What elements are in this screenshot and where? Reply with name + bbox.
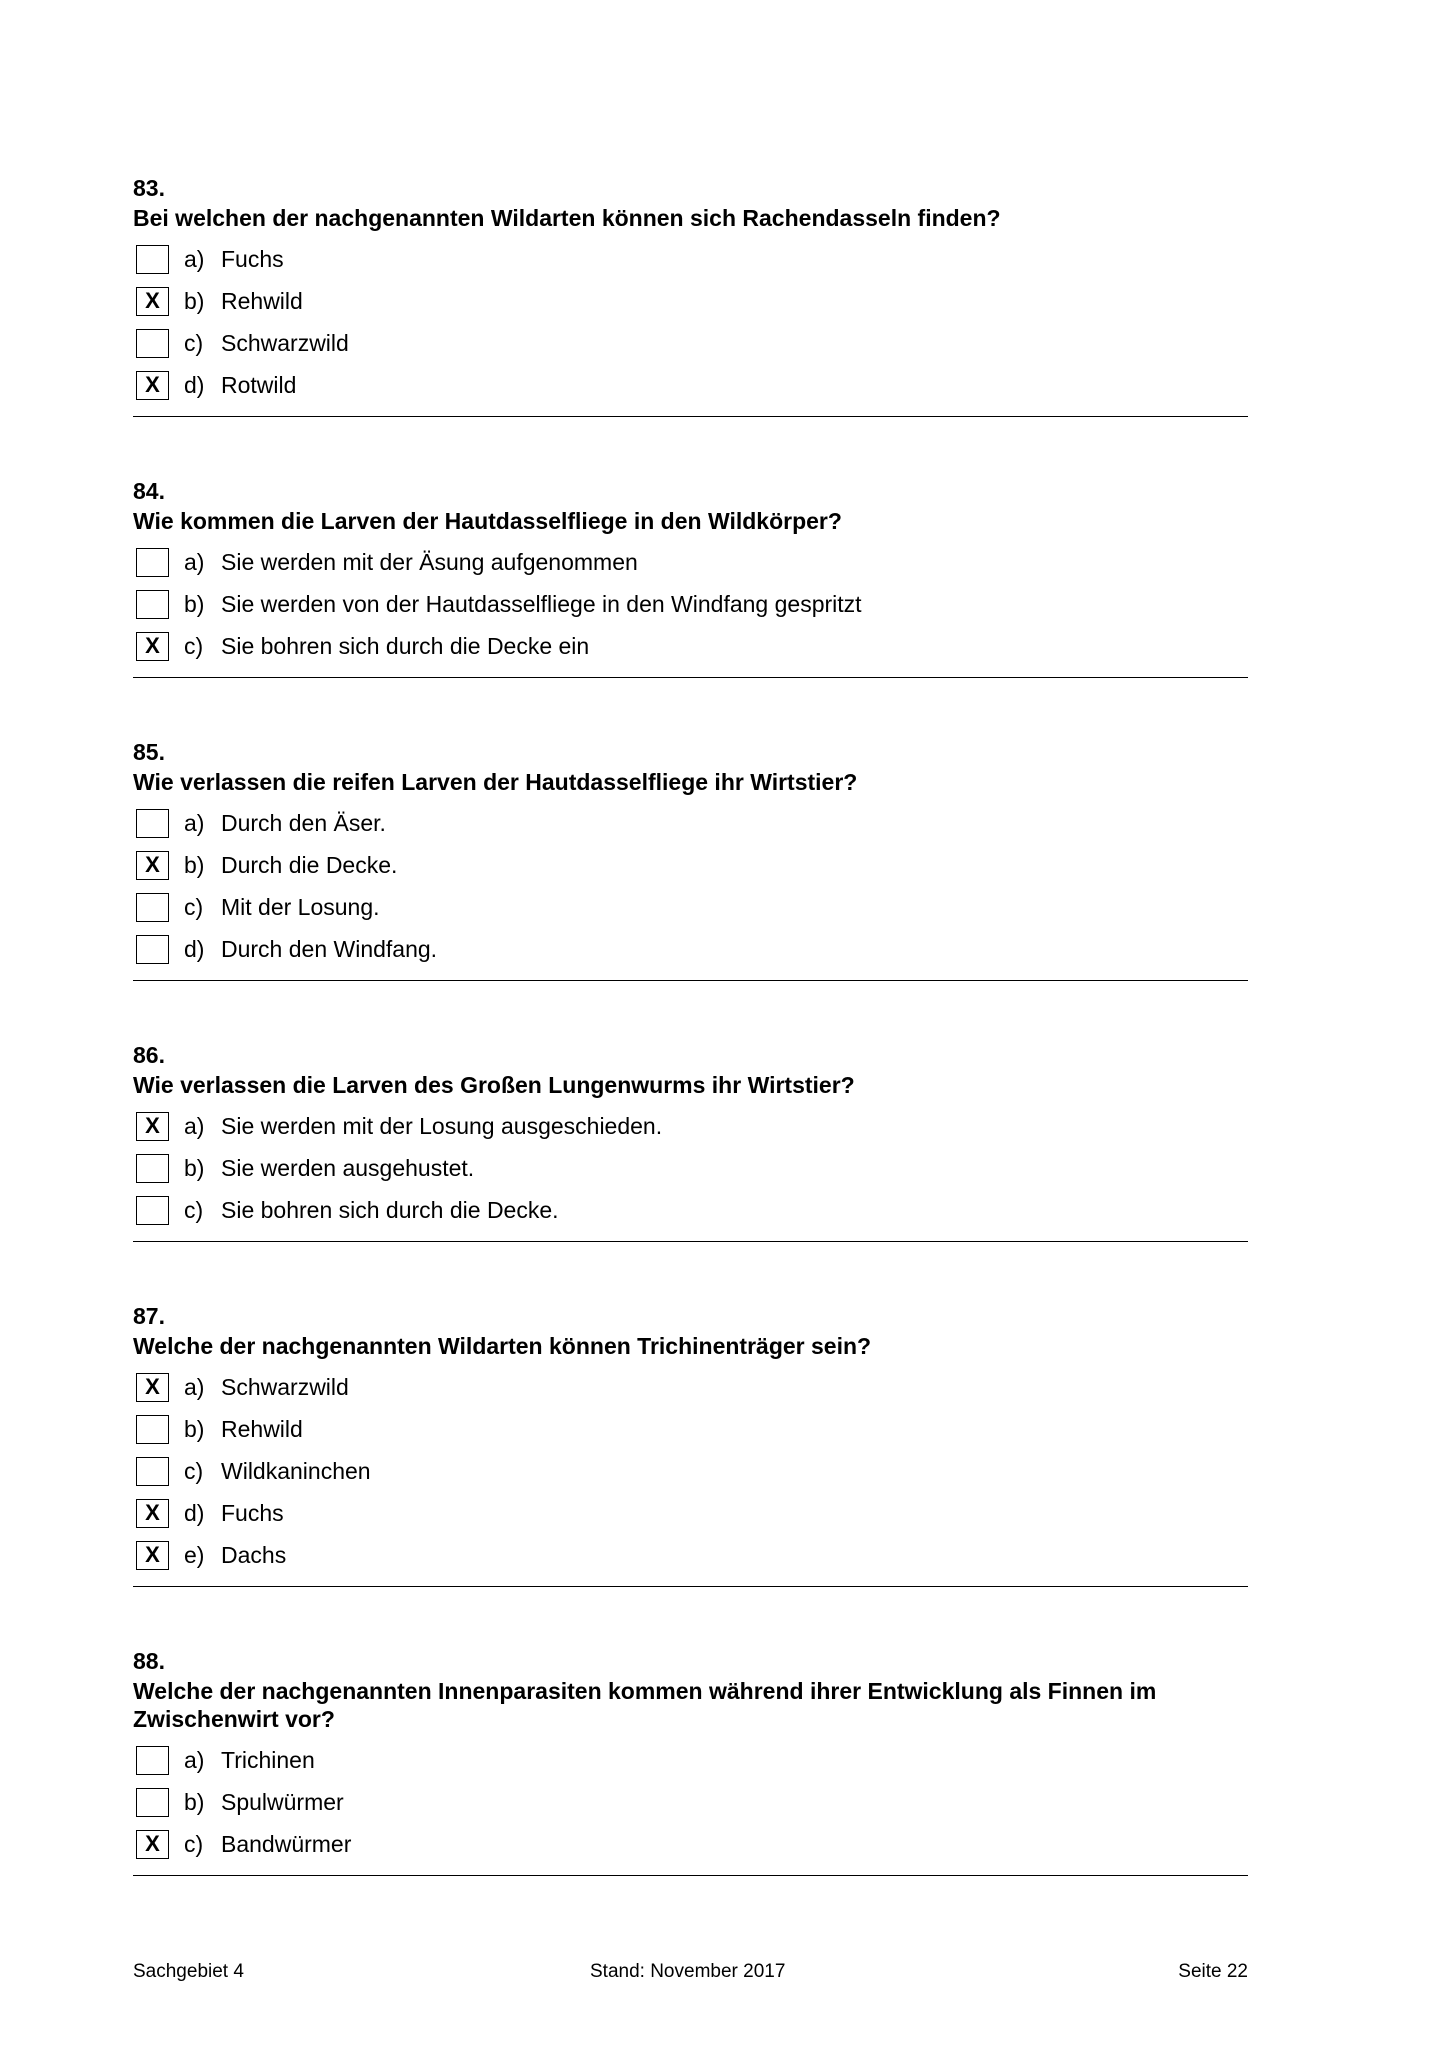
answer-checkbox[interactable] — [136, 809, 169, 838]
answer-option — [133, 928, 1248, 970]
option-letter: d) — [184, 935, 205, 962]
question-text: Wie verlassen die reifen Larven der Hautdasselfliege ihr Wirtstier? — [133, 769, 858, 795]
answer-checkbox[interactable] — [136, 548, 169, 577]
answer-option — [133, 1450, 1248, 1492]
answer-option — [133, 1189, 1248, 1231]
answer-option — [133, 1823, 1248, 1865]
question-text: Welche der nachgenannten Wildarten können Trichinenträger sein? — [133, 1333, 872, 1359]
answer-checkbox[interactable]: X — [136, 851, 169, 880]
option-text: Schwarzwild — [221, 329, 349, 356]
footer-page-number: Seite 22 — [1178, 1961, 1248, 1982]
answer-option — [133, 1147, 1248, 1189]
answer-checkbox[interactable] — [136, 893, 169, 922]
option-letter: b) — [184, 590, 205, 617]
answer-option — [133, 364, 1248, 406]
answer-option — [133, 1534, 1248, 1576]
question-list — [133, 172, 1248, 1934]
option-text: Sie werden mit der Losung ausgeschieden. — [221, 1112, 663, 1139]
option-text: Wildkaninchen — [221, 1457, 371, 1484]
option-text: Sie bohren sich durch die Decke. — [221, 1196, 559, 1223]
answer-option — [133, 541, 1248, 583]
answer-checkbox[interactable] — [136, 1788, 169, 1817]
answer-option — [133, 844, 1248, 886]
question-number: 83. — [133, 175, 165, 201]
option-text: Rotwild — [221, 371, 297, 398]
answer-option — [133, 583, 1248, 625]
option-text: Rehwild — [221, 1415, 303, 1442]
option-text: Bandwürmer — [221, 1830, 352, 1857]
option-letter: b) — [184, 1415, 205, 1442]
option-letter: c) — [184, 1196, 204, 1223]
option-text: Spulwürmer — [221, 1788, 344, 1815]
answer-checkbox[interactable] — [136, 329, 169, 358]
option-text: Trichinen — [221, 1746, 315, 1773]
answer-option — [133, 1366, 1248, 1408]
answer-checkbox[interactable]: X — [136, 371, 169, 400]
option-text: Durch den Äser. — [221, 809, 386, 836]
option-letter: a) — [184, 245, 205, 272]
question-block — [133, 1039, 1248, 1242]
answer-option — [133, 238, 1248, 280]
option-letter: c) — [184, 1457, 204, 1484]
answer-checkbox[interactable] — [136, 1154, 169, 1183]
option-text: Schwarzwild — [221, 1373, 349, 1400]
answer-checkbox[interactable] — [136, 1196, 169, 1225]
option-letter: a) — [184, 548, 205, 575]
answer-checkbox[interactable] — [136, 1457, 169, 1486]
footer-date: Stand: November 2017 — [590, 1961, 786, 1982]
option-letter: b) — [184, 851, 205, 878]
answer-checkbox[interactable]: X — [136, 1541, 169, 1570]
question-block — [133, 1645, 1248, 1876]
answer-checkbox[interactable] — [136, 935, 169, 964]
question-block — [133, 172, 1248, 417]
option-letter: a) — [184, 809, 205, 836]
answer-checkbox[interactable] — [136, 1746, 169, 1775]
answer-checkbox[interactable] — [136, 590, 169, 619]
option-text: Fuchs — [221, 245, 284, 272]
answer-option — [133, 1408, 1248, 1450]
question-number: 88. — [133, 1648, 165, 1674]
option-letter: d) — [184, 1499, 205, 1526]
option-text: Sie werden mit der Äsung aufgenommen — [221, 548, 638, 575]
option-letter: a) — [184, 1112, 205, 1139]
answer-checkbox[interactable] — [136, 1415, 169, 1444]
question-text: Wie kommen die Larven der Hautdasselfliege in den Wildkörper? — [133, 508, 842, 534]
question-block — [133, 736, 1248, 981]
answer-option — [133, 802, 1248, 844]
question-text: Welche der nachgenannten Innenparasiten kommen während ihrer Entwicklung als Finnen im Zwischenwirt vor? — [133, 1678, 1157, 1732]
question-number: 84. — [133, 478, 165, 504]
option-text: Durch die Decke. — [221, 851, 398, 878]
answer-checkbox[interactable]: X — [136, 632, 169, 661]
answer-option — [133, 886, 1248, 928]
option-letter: c) — [184, 893, 204, 920]
answer-option — [133, 1781, 1248, 1823]
answer-checkbox[interactable]: X — [136, 287, 169, 316]
answer-checkbox[interactable]: X — [136, 1499, 169, 1528]
option-text: Dachs — [221, 1541, 287, 1568]
option-text: Fuchs — [221, 1499, 284, 1526]
answer-option — [133, 322, 1248, 364]
question-block — [133, 475, 1248, 678]
question-number: 86. — [133, 1042, 165, 1068]
option-letter: b) — [184, 1788, 205, 1815]
question-block — [133, 1300, 1248, 1587]
answer-option — [133, 280, 1248, 322]
question-number: 87. — [133, 1303, 165, 1329]
answer-checkbox[interactable]: X — [136, 1373, 169, 1402]
question-number: 85. — [133, 739, 165, 765]
question-text: Wie verlassen die Larven des Großen Lungenwurms ihr Wirtstier? — [133, 1072, 855, 1098]
option-letter: b) — [184, 287, 205, 314]
option-text: Durch den Windfang. — [221, 935, 438, 962]
option-letter: e) — [184, 1541, 205, 1568]
answer-checkbox[interactable]: X — [136, 1830, 169, 1859]
answer-option — [133, 1105, 1248, 1147]
option-letter: c) — [184, 329, 204, 356]
answer-option — [133, 1739, 1248, 1781]
option-letter: d) — [184, 371, 205, 398]
answer-checkbox[interactable]: X — [136, 1112, 169, 1141]
option-letter: c) — [184, 1830, 204, 1857]
option-text: Sie werden ausgehustet. — [221, 1154, 475, 1181]
option-letter: b) — [184, 1154, 205, 1181]
option-letter: a) — [184, 1373, 205, 1400]
option-text: Sie werden von der Hautdasselfliege in den Windfang gespritzt — [221, 590, 862, 617]
answer-option — [133, 1492, 1248, 1534]
option-letter: a) — [184, 1746, 205, 1773]
option-text: Sie bohren sich durch die Decke ein — [221, 632, 590, 659]
answer-checkbox[interactable] — [136, 245, 169, 274]
option-text: Rehwild — [221, 287, 303, 314]
option-letter: c) — [184, 632, 204, 659]
answer-option — [133, 625, 1248, 667]
footer-section: Sachgebiet 4 — [133, 1961, 244, 1982]
question-text: Bei welchen der nachgenannten Wildarten können sich Rachendasseln finden? — [133, 205, 1001, 231]
option-text: Mit der Losung. — [221, 893, 380, 920]
